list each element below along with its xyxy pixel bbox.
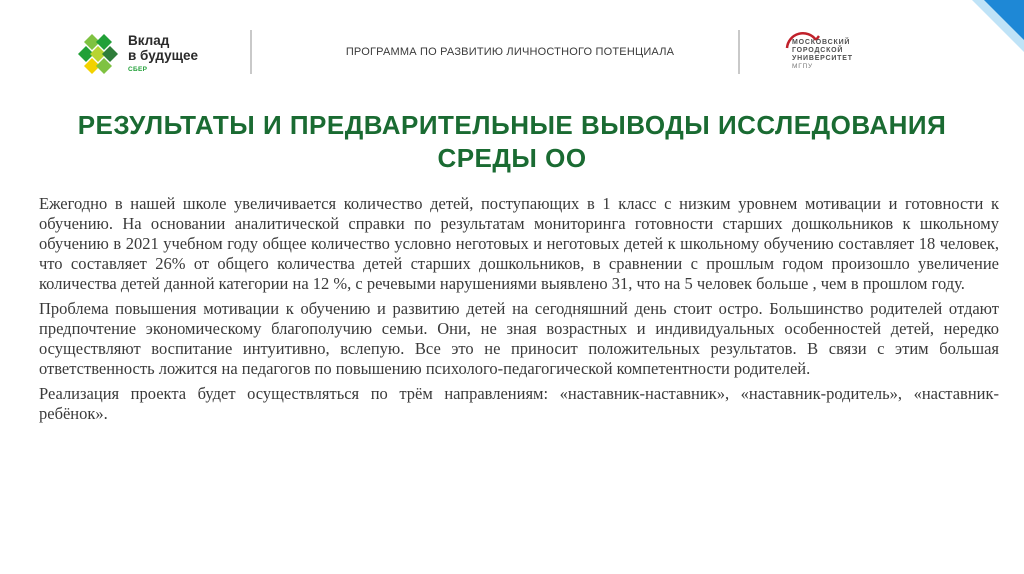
- paragraph-statistics: Ежегодно в нашей школе увеличивается количество детей, поступающих в 1 класс с низким уровнем мотивации и готовности к обучению. На основании аналитической справки по результатам мониторинга готовности старших дошкольников к школьному обучению в 2021 учебном году общее количество условно неготовых и неготовых детей к школьному обучению составляет 18 человек, что составляет 26% от общего количества детей старших дошкольников, в сравнении с прошлым годом произошло увеличение количества детей данной категории на 12 %, с речевыми нарушениями выявлено 31, что на 5 человек больше , чем в прошлом году.: [39, 194, 999, 293]
- header: [0, 0, 1024, 90]
- vklad-logo: [72, 30, 212, 80]
- logo-text-line1: Вклад: [128, 33, 170, 48]
- page-title-line2: СРЕДЫ ОО: [437, 143, 587, 173]
- program-title: ПРОГРАММА ПО РАЗВИТИЮ ЛИЧНОСТНОГО ПОТЕНЦИАЛА: [345, 46, 675, 58]
- page-title-line1: РЕЗУЛЬТАТЫ И ПРЕДВАРИТЕЛЬНЫЕ ВЫВОДЫ ИССЛЕДОВАНИЯ: [77, 110, 947, 140]
- sber-label: СБЕР: [128, 66, 148, 73]
- mgpu-line2: ГОРОДСКОЙ: [792, 47, 844, 54]
- mgpu-abbr: МГПУ: [792, 63, 813, 70]
- mgpu-logo: [782, 30, 902, 80]
- mgpu-line1: МОСКОВСКИЙ: [792, 39, 851, 46]
- vklad-diamond-icon: [72, 30, 124, 80]
- body-text: [39, 194, 999, 429]
- header-divider-right: [738, 30, 740, 74]
- mgpu-line3: УНИВЕРСИТЕТ: [792, 55, 853, 62]
- page-title: [30, 109, 994, 175]
- header-divider-left: [250, 30, 252, 74]
- paragraph-problem: Проблема повышения мотивации к обучению и развитию детей на сегодняшний день стоит остро. Большинство родителей отдают предпочтение экономическому благополучию семьи. Они, не зная возрастных и индивидуальных особенностей детей, нередко осуществляют воспитание интуитивно, вслепую. Все это не приносит положительных результатов. В связи с этим большая ответственность ложится на педагогов по повышению психолого-педагогической компетентности родителей.: [39, 299, 999, 378]
- logo-text-line2: в будущее: [128, 48, 199, 63]
- paragraph-implementation: Реализация проекта будет осуществляться по трём направлениям: «наставник-наставник», «наставник-родитель», «наставник-ребёнок».: [39, 384, 999, 423]
